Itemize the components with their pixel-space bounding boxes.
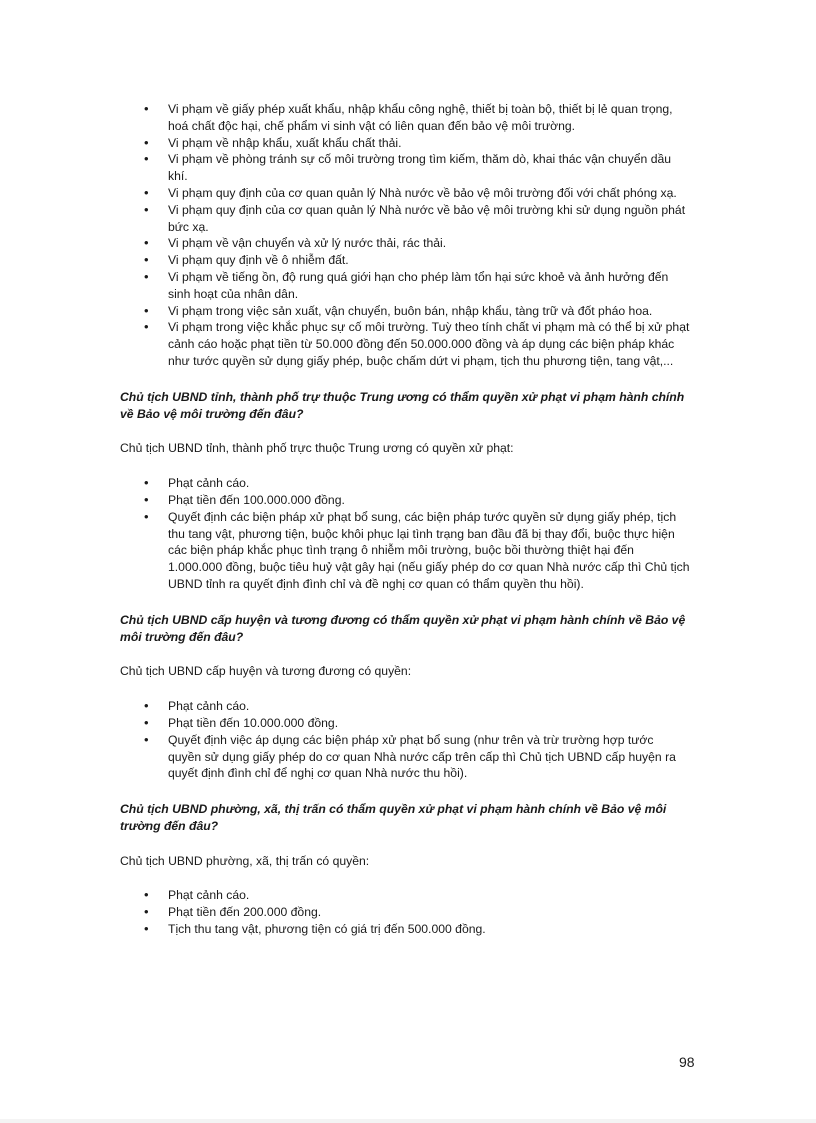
- list-item: • Tịch thu tang vật, phương tiện có giá trị đến 500.000 đồng.: [120, 921, 690, 938]
- commune-powers-list: [120, 887, 690, 937]
- list-item: • Phạt cảnh cáo.: [120, 698, 690, 715]
- section-intro-commune: Chủ tịch UBND phường, xã, thị trấn có quyền:: [120, 853, 370, 868]
- list-item: • Vi phạm trong việc sản xuất, vận chuyển, buôn bán, nhập khẩu, tàng trữ và đốt pháo hoa.: [120, 303, 690, 320]
- list-item: • Phạt tiền đến 100.000.000 đồng.: [120, 492, 690, 509]
- page-content: [120, 101, 690, 938]
- section-heading-commune: Chủ tịch UBND phường, xã, thị trấn có thẩm quyền xử phạt vi phạm hành chính về Bảo vệ môi trường đến đâu?: [120, 802, 667, 833]
- list-item: • Phạt tiền đến 10.000.000 đồng.: [120, 715, 690, 732]
- list-item: • Phạt tiền đến 200.000 đồng.: [120, 904, 690, 921]
- province-powers-list: [120, 475, 690, 593]
- section-intro-province: Chủ tịch UBND tỉnh, thành phố trực thuộc Trung ương có quyền xử phạt:: [120, 441, 514, 456]
- list-item: • Vi phạm về vận chuyển và xử lý nước thải, rác thải.: [120, 235, 690, 252]
- page-number: 98: [679, 1054, 695, 1070]
- list-item: • Vi phạm quy định của cơ quan quản lý Nhà nước về bảo vệ môi trường đối với chất phóng xạ.: [120, 185, 690, 202]
- list-item: • Vi phạm quy định của cơ quan quản lý Nhà nước về bảo vệ môi trường khi sử dụng nguồn phát bức xạ.: [120, 202, 690, 236]
- list-item: • Vi phạm quy định về ô nhiễm đất.: [120, 252, 690, 269]
- list-item: • Quyết định các biện pháp xử phạt bổ sung, các biện pháp tước quyền sử dụng giấy phép, tịch thu tang vật, phương tiện, buộc khôi phục lại tình trạng ban đầu đã bị thay đổi, buộc thực hiện các biện pháp khắc phục tình trạng ô nhiễm môi trường, buộc bồi thường thiệt hại đến 1.000.000 đồng, buộc tiêu huỷ vật gây hại (nếu giấy phép do cơ quan Nhà nước cấp thì Chủ tịch UBND tỉnh ra quyết định đình chỉ và đề nghị cơ quan có thẩm quyền thu hồi).: [120, 509, 690, 593]
- list-item: • Phạt cảnh cáo.: [120, 475, 690, 492]
- violations-list: [120, 101, 690, 370]
- section-heading-district: Chủ tịch UBND cấp huyện và tương đương có thẩm quyền xử phạt vi phạm hành chính về Bảo vệ môi trường đến đâu?: [120, 612, 686, 644]
- list-item: • Vi phạm trong việc khắc phục sự cố môi trường. Tuỳ theo tính chất vi phạm mà có thể bị xử phạt cảnh cáo hoặc phạt tiền từ 50.000 đồng đến 50.000.000 đồng và áp dụng các biện pháp khác như tước quyền sử dụng giấy phép, buộc chấm dứt vi phạm, tịch thu phương tiện, tang vật,...: [120, 319, 690, 369]
- list-item: • Vi phạm về tiếng ồn, độ rung quá giới hạn cho phép làm tổn hại sức khoẻ và ảnh hưởng đến sinh hoạt của nhân dân.: [120, 269, 690, 303]
- list-item: • Quyết định việc áp dụng các biện pháp xử phạt bổ sung (như trên và trừ trường hợp tước quyền sử dụng giấy phép do cơ quan Nhà nước cấp trên cấp thì Chủ tịch UBND cấp huyện ra quyết định đình chỉ để nghị cơ quan Nhà nước thu hồi).: [120, 732, 690, 782]
- district-powers-list: [120, 698, 690, 782]
- list-item: • Vi phạm về phòng tránh sự cố môi trường trong tìm kiếm, thăm dò, khai thác vận chuyển dầu khí.: [120, 151, 690, 185]
- list-item: • Vi phạm về nhập khẩu, xuất khẩu chất thải.: [120, 135, 690, 152]
- section-heading-province: Chủ tịch UBND tỉnh, thành phố trự thuộc Trung ương có thẩm quyền xử phạt vi phạm hành chính về Bảo vệ môi trường đến đâu?: [120, 389, 685, 421]
- section-intro-district: Chủ tịch UBND cấp huyện và tương đương có quyền:: [120, 664, 412, 679]
- page-bottom-edge: [0, 1119, 816, 1123]
- list-item: • Vi phạm về giấy phép xuất khẩu, nhập khẩu công nghệ, thiết bị toàn bộ, thiết bị lẻ quan trọng, hoá chất độc hại, chế phẩm vi sinh vật có liên quan đến bảo vệ môi trường.: [120, 101, 690, 135]
- list-item: • Phạt cảnh cáo.: [120, 887, 690, 904]
